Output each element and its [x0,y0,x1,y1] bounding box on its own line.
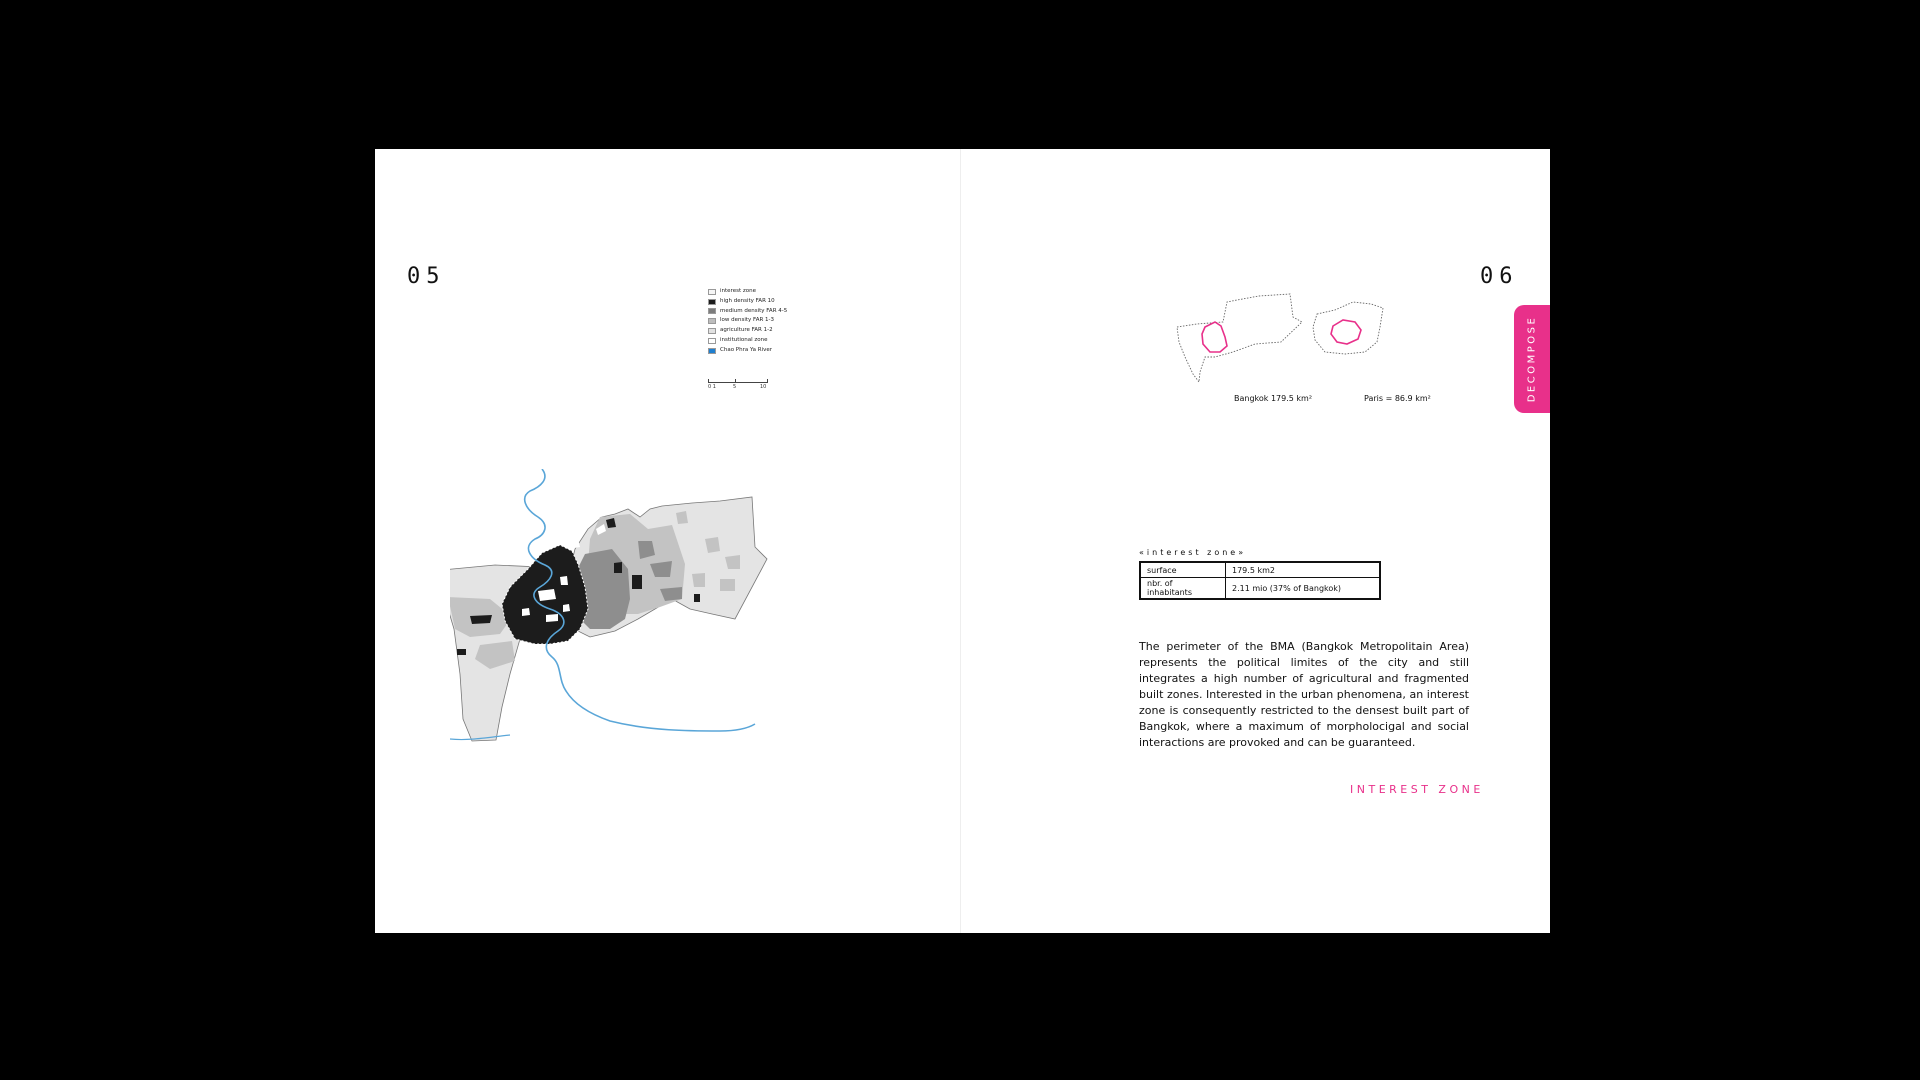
paris-outline [1313,302,1383,354]
scale-tick [735,379,736,383]
legend-swatch [708,308,716,314]
page-number-right: 06 [1480,264,1519,289]
scale-line [708,379,768,383]
bangkok-outline [1177,294,1302,382]
decompose-tab[interactable] [1514,305,1550,413]
bangkok-paris-comparison [1175,282,1405,392]
legend-swatch [708,328,716,334]
bangkok-density-map [450,469,790,759]
map-east-low [720,579,735,591]
map-institutional [560,576,568,585]
map-legend [708,287,787,356]
legend-item [708,307,787,317]
legend-swatch [708,318,716,324]
map-east-dark [694,594,700,602]
legend-item [708,316,787,326]
legend-label: low density FAR 1-3 [720,317,775,324]
table-key: nbr. of inhabitants [1140,578,1226,600]
legend-swatch [708,299,716,305]
caption-bangkok: Bangkok 179.5 km² [1234,394,1313,403]
map-east-dark [632,575,642,589]
gutter-line [960,149,961,933]
caption-paris: Paris = 86.9 km² [1364,394,1431,403]
scale-label: 10 [760,384,767,390]
legend-swatch [708,338,716,344]
legend-label: medium density FAR 4-5 [720,307,788,314]
legend-item [708,346,787,356]
map-institutional [546,614,558,622]
decompose-tab-label: DECOMPOSE [1526,315,1538,403]
map-west-dark [457,649,466,655]
scale-label: 0 1 [708,384,716,390]
map-east-dark [614,562,622,573]
legend-item [708,326,787,336]
legend-label: institutional zone [720,337,768,344]
scale-bar [708,379,768,391]
bangkok-interest-zone [1202,322,1227,352]
legend-label: agriculture FAR 1-2 [720,327,773,334]
section-title: INTEREST ZONE [1350,783,1484,796]
legend-label: high density FAR 10 [720,297,775,304]
interest-zone-heading: «interest zone» [1139,548,1247,557]
map-institutional [522,608,530,616]
map-institutional [563,604,570,612]
legend-swatch [708,348,716,354]
interest-zone-table [1139,561,1381,600]
legend-swatch [708,289,716,295]
paris-interest-zone [1331,320,1361,344]
map-institutional [538,589,556,601]
table-key: surface [1140,562,1226,578]
body-paragraph: The perimeter of the BMA (Bangkok Metropolitain Area) represents the political limites of the city and still integrates a high number of agricultural and fragmented built zones. Interested in the urban phenomena, an interest zone is consequently restricted to the densest built part of Bangkok, where a maximum of morpholocigal and social interactions are provoked and can be guaranteed. [1139,640,1469,749]
table-row [1140,578,1380,600]
legend-item [708,297,787,307]
book-spread [375,149,1550,933]
legend-item [708,336,787,346]
map-west-dark [470,615,492,624]
legend-label: Chao Phra Ya River [720,346,772,353]
map-east-low [692,573,705,587]
table-row [1140,562,1380,578]
page-number-left: 05 [407,264,446,289]
scale-label: 5 [733,384,737,390]
legend-item [708,287,787,297]
table-value: 179.5 km2 [1226,562,1381,578]
table-value: 2.11 mio (37% of Bangkok) [1226,578,1381,600]
map-east-low [676,511,688,524]
legend-label: interest zone [720,288,756,295]
